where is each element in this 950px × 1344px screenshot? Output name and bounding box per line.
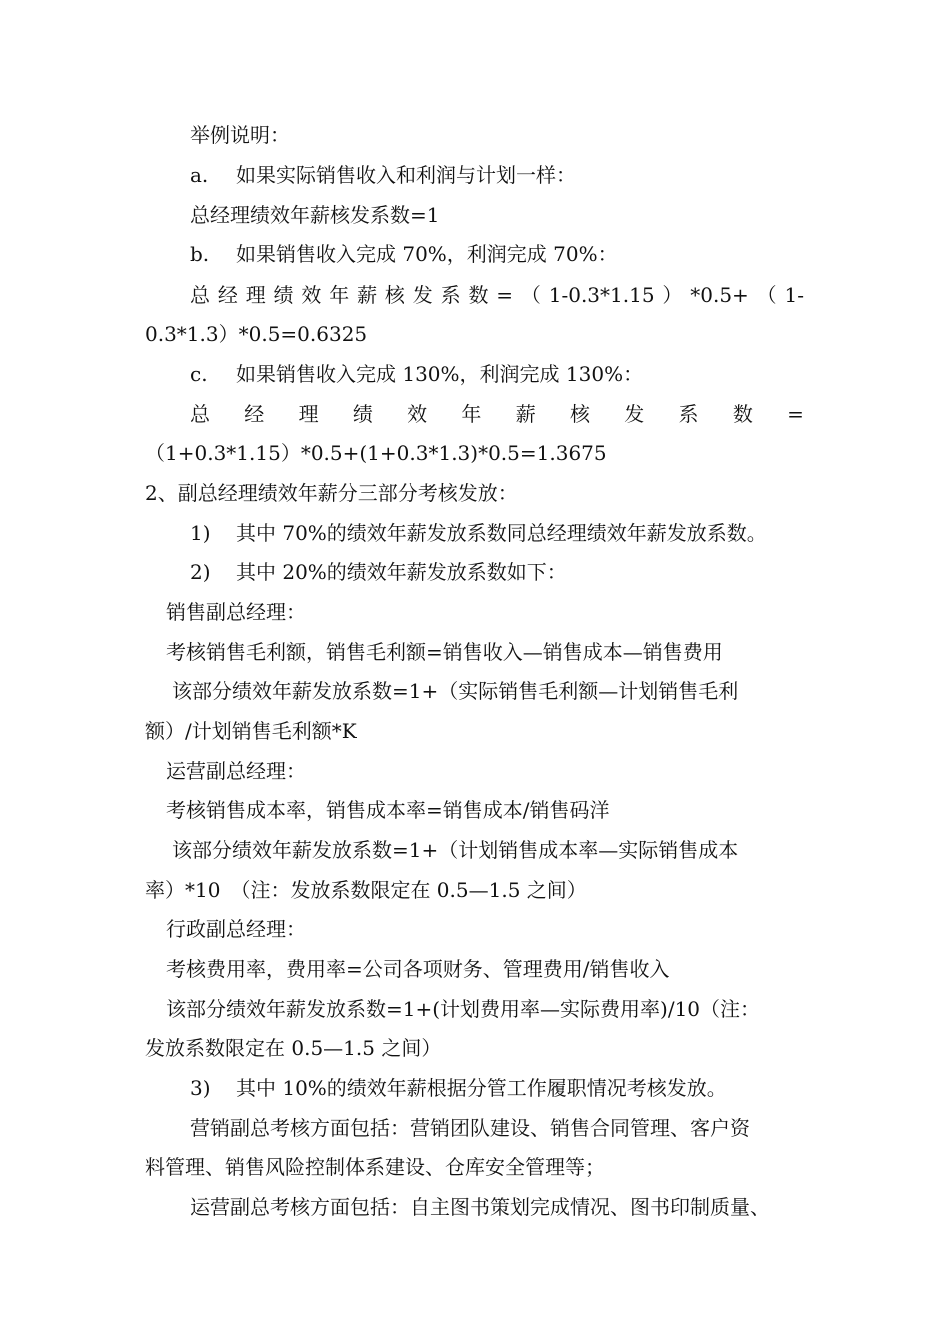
justified-token: 数 bbox=[468, 283, 489, 307]
justified-token: （ bbox=[756, 283, 777, 307]
justified-token: 理 bbox=[245, 283, 266, 307]
justified-token: 效 bbox=[301, 283, 322, 307]
justified-token: 系 bbox=[440, 283, 461, 307]
list-item-text: 其中 70%的绩效年薪发放系数同总经理绩效年薪发放系数。 bbox=[236, 521, 767, 545]
section-heading: 2、副总经理绩效年薪分三部分考核发放： bbox=[145, 481, 518, 505]
justified-token: 年 bbox=[461, 402, 482, 426]
justified-token: ） bbox=[662, 283, 683, 307]
subheading: 运营副总经理： bbox=[166, 759, 306, 783]
paragraph: 率）*10 （注：发放系数限定在 0.5—1.5 之间） bbox=[145, 878, 587, 902]
paragraph: 发放系数限定在 0.5—1.5 之间） bbox=[145, 1036, 442, 1060]
justified-token: （ bbox=[520, 283, 541, 307]
list-marker: a. bbox=[190, 163, 209, 187]
paragraph: 总经理绩效年薪核发系数=1 bbox=[190, 203, 440, 227]
subheading: 行政副总经理： bbox=[166, 917, 306, 941]
paragraph: 营销副总考核方面包括：营销团队建设、销售合同管理、客户资 bbox=[190, 1116, 750, 1140]
justified-token: 薪 bbox=[515, 402, 536, 426]
justified-token: 核 bbox=[384, 283, 405, 307]
list-item-text: 其中 10%的绩效年薪根据分管工作履职情况考核发放。 bbox=[236, 1076, 727, 1100]
justified-token: 薪 bbox=[357, 283, 378, 307]
paragraph: 该部分绩效年薪发放系数=1+(计划费用率—实际费用率)/10（注： bbox=[166, 997, 761, 1021]
justified-token: 1-0.3*1.15 bbox=[548, 283, 655, 307]
justified-token: 发 bbox=[412, 283, 433, 307]
list-item-2 bbox=[190, 558, 567, 586]
list-marker: 3) bbox=[190, 1076, 211, 1100]
paragraph: 考核费用率，费用率=公司各项财务、管理费用/销售收入 bbox=[166, 957, 670, 981]
paragraph: 0.3*1.3）*0.5=0.6325 bbox=[145, 322, 368, 346]
justified-token: 系 bbox=[678, 402, 699, 426]
justified-token: 理 bbox=[298, 402, 319, 426]
subheading: 销售副总经理： bbox=[166, 600, 306, 624]
list-marker: 2) bbox=[190, 560, 211, 584]
justified-token: 总 bbox=[190, 402, 210, 426]
list-marker: 1) bbox=[190, 521, 211, 545]
justified-token: 效 bbox=[407, 402, 428, 426]
justified-token: 经 bbox=[244, 402, 265, 426]
justified-token: = bbox=[787, 402, 804, 426]
list-item-text: 如果销售收入完成 70%，利润完成 70%： bbox=[236, 242, 618, 266]
list-item-b bbox=[190, 240, 618, 268]
list-marker: c. bbox=[190, 362, 208, 386]
justified-token: 年 bbox=[329, 283, 350, 307]
paragraph: 考核销售成本率，销售成本率=销售成本/销售码洋 bbox=[166, 798, 610, 822]
paragraph: 考核销售毛利额，销售毛利额=销售收入—销售成本—销售费用 bbox=[166, 640, 723, 664]
list-item-text: 如果销售收入完成 130%，利润完成 130%： bbox=[236, 362, 644, 386]
list-item-text: 如果实际销售收入和利润与计划一样： bbox=[236, 163, 576, 187]
paragraph: 运营副总考核方面包括：自主图书策划完成情况、图书印制质量、 bbox=[190, 1195, 770, 1219]
paragraph: 料管理、销售风险控制体系建设、仓库安全管理等； bbox=[145, 1155, 605, 1179]
example-heading: 举例说明： bbox=[190, 123, 290, 147]
justified-token: 经 bbox=[217, 283, 238, 307]
justified-token: 绩 bbox=[273, 283, 294, 307]
paragraph: 该部分绩效年薪发放系数=1+（实际销售毛利额—计划销售毛利 bbox=[172, 679, 739, 703]
paragraph: 该部分绩效年薪发放系数=1+（计划销售成本率—实际销售成本 bbox=[172, 838, 739, 862]
list-item-c bbox=[190, 360, 643, 388]
list-item-a bbox=[190, 161, 576, 189]
justified-token: 1- bbox=[784, 283, 804, 307]
justified-token: *0.5+ bbox=[690, 283, 749, 307]
list-item-3 bbox=[190, 1074, 727, 1102]
list-item-1 bbox=[190, 519, 767, 547]
list-marker: b. bbox=[190, 242, 210, 266]
justified-token: 数 bbox=[732, 402, 753, 426]
justified-token: = bbox=[496, 283, 514, 307]
justified-token: 绩 bbox=[352, 402, 373, 426]
paragraph: （1+0.3*1.15）*0.5+(1+0.3*1.3)*0.5=1.3675 bbox=[145, 441, 607, 465]
paragraph: 额）/计划销售毛利额*K bbox=[145, 719, 357, 743]
justified-formula-line bbox=[190, 281, 804, 309]
justified-formula-line bbox=[190, 400, 804, 428]
justified-token: 发 bbox=[624, 402, 645, 426]
justified-token: 核 bbox=[569, 402, 590, 426]
justified-token: 总 bbox=[190, 283, 210, 307]
list-item-text: 其中 20%的绩效年薪发放系数如下： bbox=[236, 560, 567, 584]
